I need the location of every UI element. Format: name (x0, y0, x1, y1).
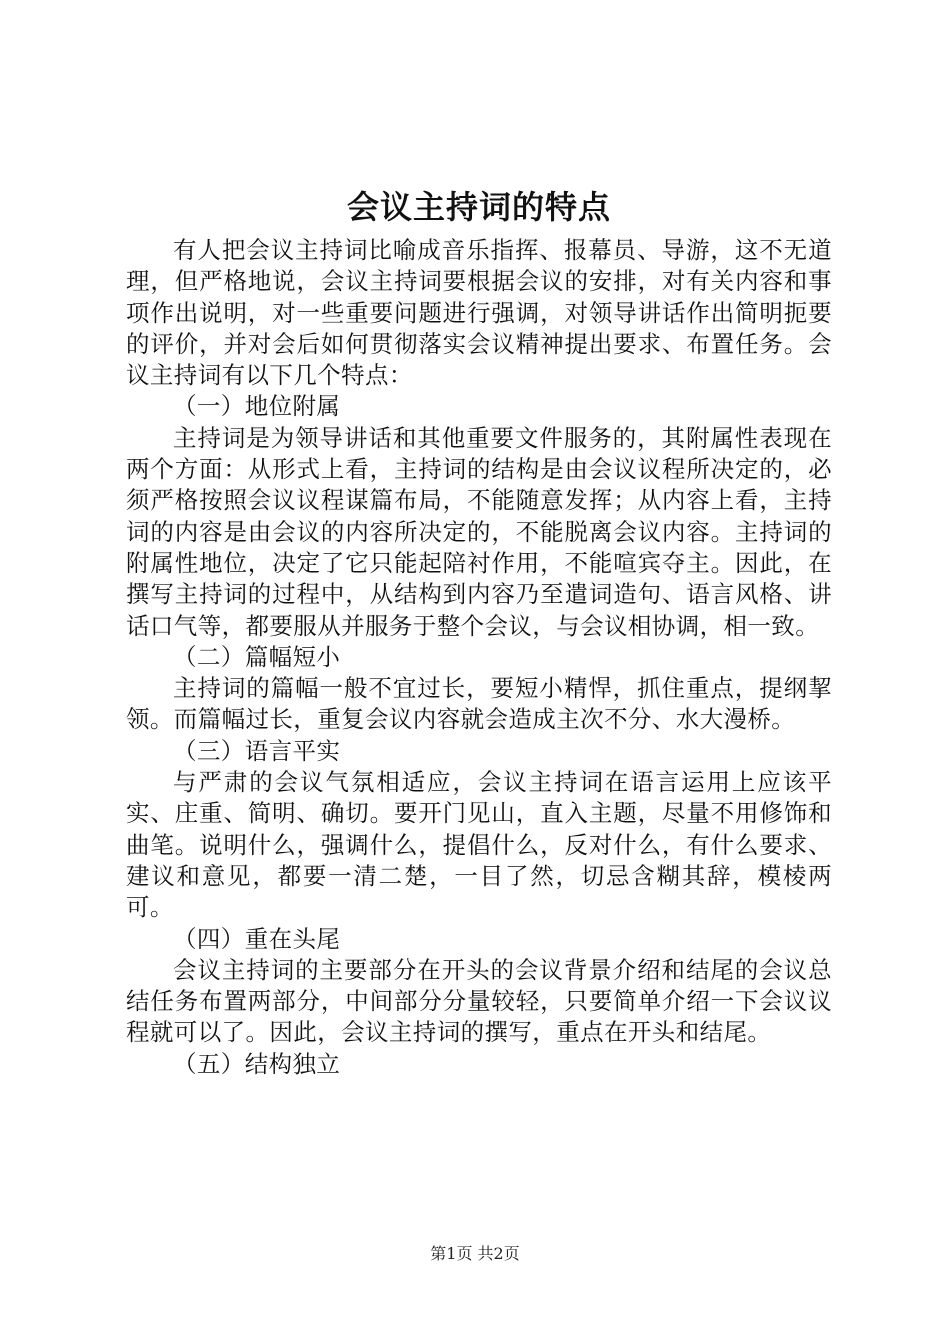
section-paragraph-3: 与严肃的会议气氛相适应，会议主持词在语言运用上应该平实、庄重、简明、确切。要开门见山，直入主题，尽量不用修饰和曲笔。说明什么，强调什么，提倡什么，反对什么，有什么要求、建议和意见，都要一清二楚，一目了然，切忌含糊其辞，模棱两可。 (126, 768, 832, 922)
section-heading-2: （二）篇幅短小 (173, 642, 341, 671)
section-paragraph-1: 主持词是为领导讲话和其他重要文件服务的，其附属性表现在两个方面：从形式上看，主持词的结构是由会议议程所决定的，必须严格按照会议议程谋篇布局，不能随意发挥；从内容上看，主持词的内容是由会议的内容所决定的，不能脱离会议内容。主持词的附属性地位，决定了它只能起陪衬作用，不能喧宾夺主。因此，在撰写主持词的过程中，从结构到内容乃至遣词造句、语言风格、讲话口气等，都要服从并服务于整个会议，与会议相协调，相一致。 (126, 423, 832, 640)
section-heading-1: （一）地位附属 (173, 392, 341, 421)
document-body (126, 183, 832, 1080)
section-heading-4: （四）重在头尾 (173, 924, 341, 953)
section-paragraph-2: 主持词的篇幅一般不宜过长，要短小精悍，抓住重点，提纲挈领。而篇幅过长，重复会议内容就会造成主次不分、水大漫桥。 (126, 674, 832, 734)
document-title: 会议主持词的特点 (346, 188, 611, 226)
section-paragraph-4: 会议主持词的主要部分在开头的会议背景介绍和结尾的会议总结任务布置两部分，中间部分分量较轻，只要简单介绍一下会议议程就可以了。因此，会议主持词的撰写，重点在开头和结尾。 (126, 955, 832, 1047)
section-heading-3: （三）语言平实 (173, 736, 341, 765)
page-footer: 第1页 共2页 (430, 1244, 520, 1263)
section-heading-5: （五）结构独立 (173, 1049, 341, 1078)
intro-paragraph: 有人把会议主持词比喻成音乐指挥、报幕员、导游，这不无道理，但严格地说，会议主持词要根据会议的安排，对有关内容和事项作出说明，对一些重要问题进行强调，对领导讲话作出简明扼要的评价，并对会后如何贯彻落实会议精神提出要求、布置任务。会议主持词有以下几个特点： (126, 236, 832, 390)
